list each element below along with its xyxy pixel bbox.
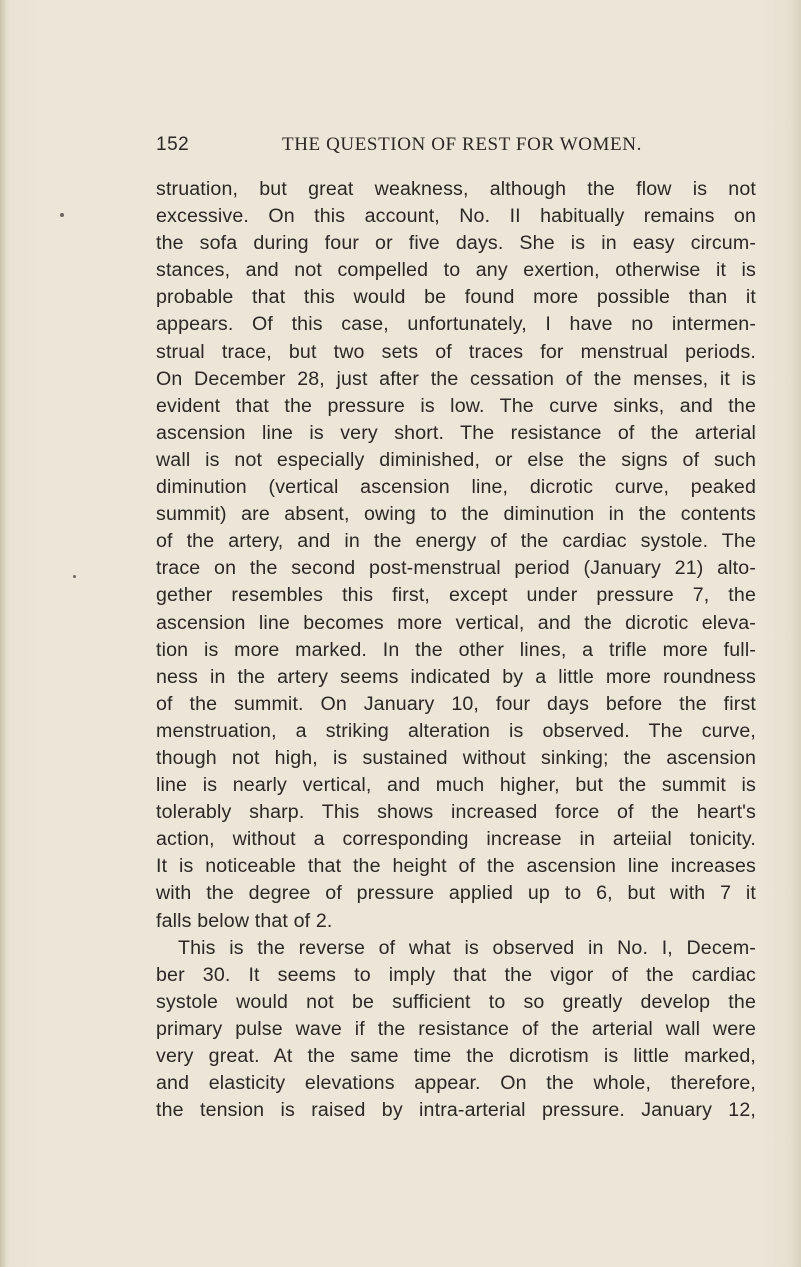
text-line: with the degree of pressure applied up to 6, but with 7 it xyxy=(156,882,756,905)
paragraph-start-line: This is the reverse of what is observed in No. I, Decem- xyxy=(178,936,756,959)
text-line: ber 30. It seems to imply that the vigor of the cardiac xyxy=(156,963,756,986)
text-line: ascension line is very short. The resistance of the arterial xyxy=(156,421,756,444)
text-line: excessive. On this account, No. II habitually remains on xyxy=(156,205,756,228)
paper-speck xyxy=(73,575,76,578)
text-line: ascension line becomes more vertical, and the dicrotic eleva- xyxy=(156,611,756,634)
text-line: struation, but great weakness, although the flow is not xyxy=(156,178,756,200)
body-text xyxy=(156,176,756,1124)
text-line: systole would not be sufficient to so greatly develop the xyxy=(156,990,756,1013)
text-line: It is noticeable that the height of the ascension line increases xyxy=(156,855,756,878)
text-line: evident that the pressure is low. The curve sinks, and the xyxy=(156,394,756,417)
text-line: line is nearly vertical, and much higher, but the summit is xyxy=(156,774,756,797)
text-line: and elasticity elevations appear. On the whole, therefore, xyxy=(156,1072,756,1095)
text-line: On December 28, just after the cessation of the menses, it is xyxy=(156,367,756,390)
running-title: THE QUESTION OF REST FOR WOMEN. xyxy=(282,134,642,155)
text-line: tion is more marked. In the other lines, a trifle more full- xyxy=(156,638,756,661)
text-line: though not high, is sustained without sinking; the ascension xyxy=(156,746,756,769)
text-line: trace on the second post-menstrual period (January 21) alto- xyxy=(156,557,756,580)
text-line: of the summit. On January 10, four days before the first xyxy=(156,692,756,715)
page-gutter-shadow xyxy=(0,0,6,1267)
text-line: stances, and not compelled to any exertion, otherwise it is xyxy=(156,259,756,282)
paragraph-end-line: falls below that of 2. xyxy=(156,909,333,932)
text-line: probable that this would be found more possible than it xyxy=(156,286,756,309)
text-line: ness in the artery seems indicated by a little more roundness xyxy=(156,665,756,688)
text-line: wall is not especially diminished, or else the signs of such xyxy=(156,448,756,471)
text-line: action, without a corresponding increase in arteiial tonicity. xyxy=(156,828,756,851)
text-line: the tension is raised by intra-arterial pressure. January 12, xyxy=(156,1099,756,1122)
text-line: appears. Of this case, unfortunately, I have no intermen- xyxy=(156,313,756,336)
page-number: 152 xyxy=(156,134,190,155)
text-line: gether resembles this first, except under pressure 7, the xyxy=(156,584,756,607)
text-line: tolerably sharp. This shows increased force of the heart's xyxy=(156,801,756,824)
text-line: strual trace, but two sets of traces for menstrual periods. xyxy=(156,340,756,363)
text-line: diminution (vertical ascension line, dicrotic curve, peaked xyxy=(156,476,756,499)
text-line: menstruation, a striking alteration is observed. The curve, xyxy=(156,719,756,742)
text-line: very great. At the same time the dicrotism is little marked, xyxy=(156,1045,756,1067)
text-line: the sofa during four or five days. She is in easy circum- xyxy=(156,232,756,255)
text-line: primary pulse wave if the resistance of the arterial wall were xyxy=(156,1017,756,1040)
text-line: of the artery, and in the energy of the cardiac systole. The xyxy=(156,530,756,553)
text-line: summit) are absent, owing to the diminution in the contents xyxy=(156,503,756,526)
running-header xyxy=(156,134,656,160)
paper-speck xyxy=(60,213,64,217)
